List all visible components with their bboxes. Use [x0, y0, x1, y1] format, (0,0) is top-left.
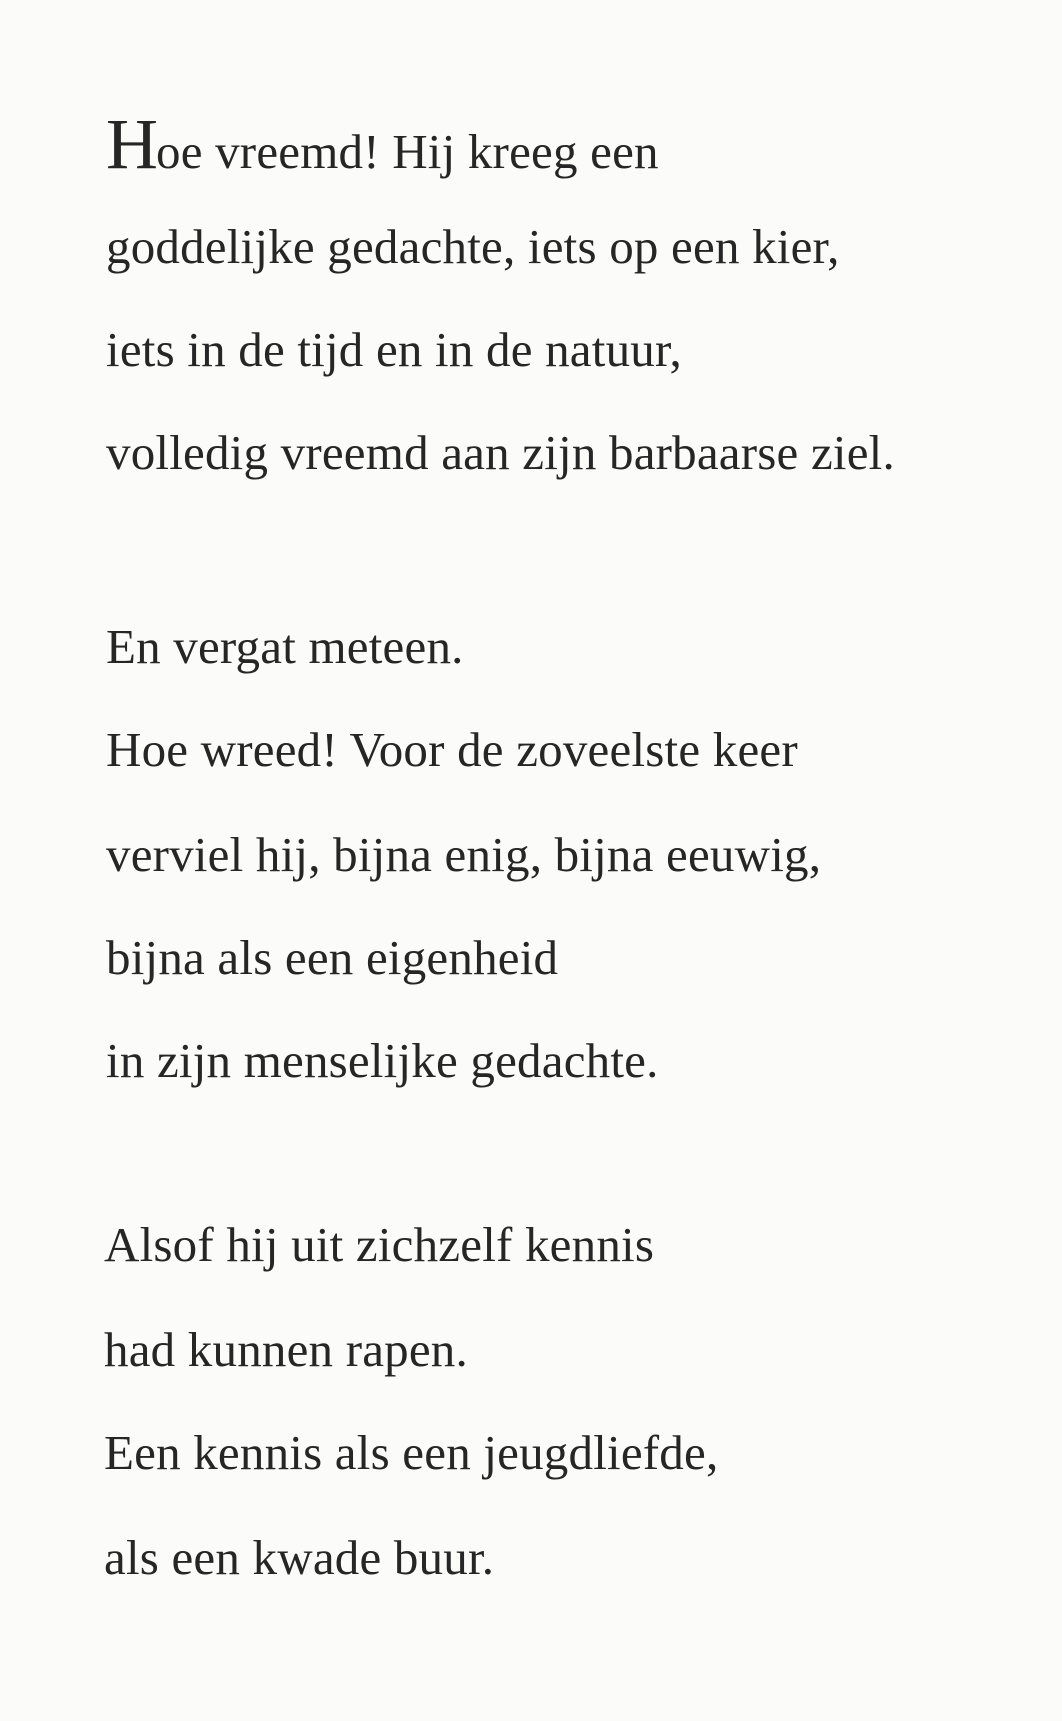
poem-line-1 — [106, 104, 659, 184]
poem-line-3: iets in de tijd en in de natuur, — [106, 322, 682, 377]
poem-line-2: goddelijke gedachte, iets op een kier, — [106, 219, 840, 274]
poem-line-4: volledig vreemd aan zijn barbaarse ziel. — [106, 425, 895, 480]
poem-line-10: Alsof hij uit zichzelf kennis — [104, 1217, 655, 1272]
poem-line-8: bijna als een eigenheid — [106, 930, 559, 985]
poem-line-12: Een kennis als een jeugdliefde, — [104, 1425, 719, 1480]
poem-line-11: had kunnen rapen. — [104, 1322, 468, 1377]
poem-line-6: Hoe wreed! Voor de zoveelste keer — [106, 722, 798, 777]
poem-line-13: als een kwade buur. — [104, 1530, 495, 1585]
first-line-text: oe vreemd! Hij kreeg een — [156, 124, 659, 179]
drop-cap-initial: H — [106, 104, 156, 184]
poem-line-5: En vergat meteen. — [106, 619, 464, 674]
poem-line-9: in zijn menselijke gedachte. — [106, 1033, 659, 1088]
poem-line-7: verviel hij, bijna enig, bijna eeuwig, — [106, 827, 822, 882]
